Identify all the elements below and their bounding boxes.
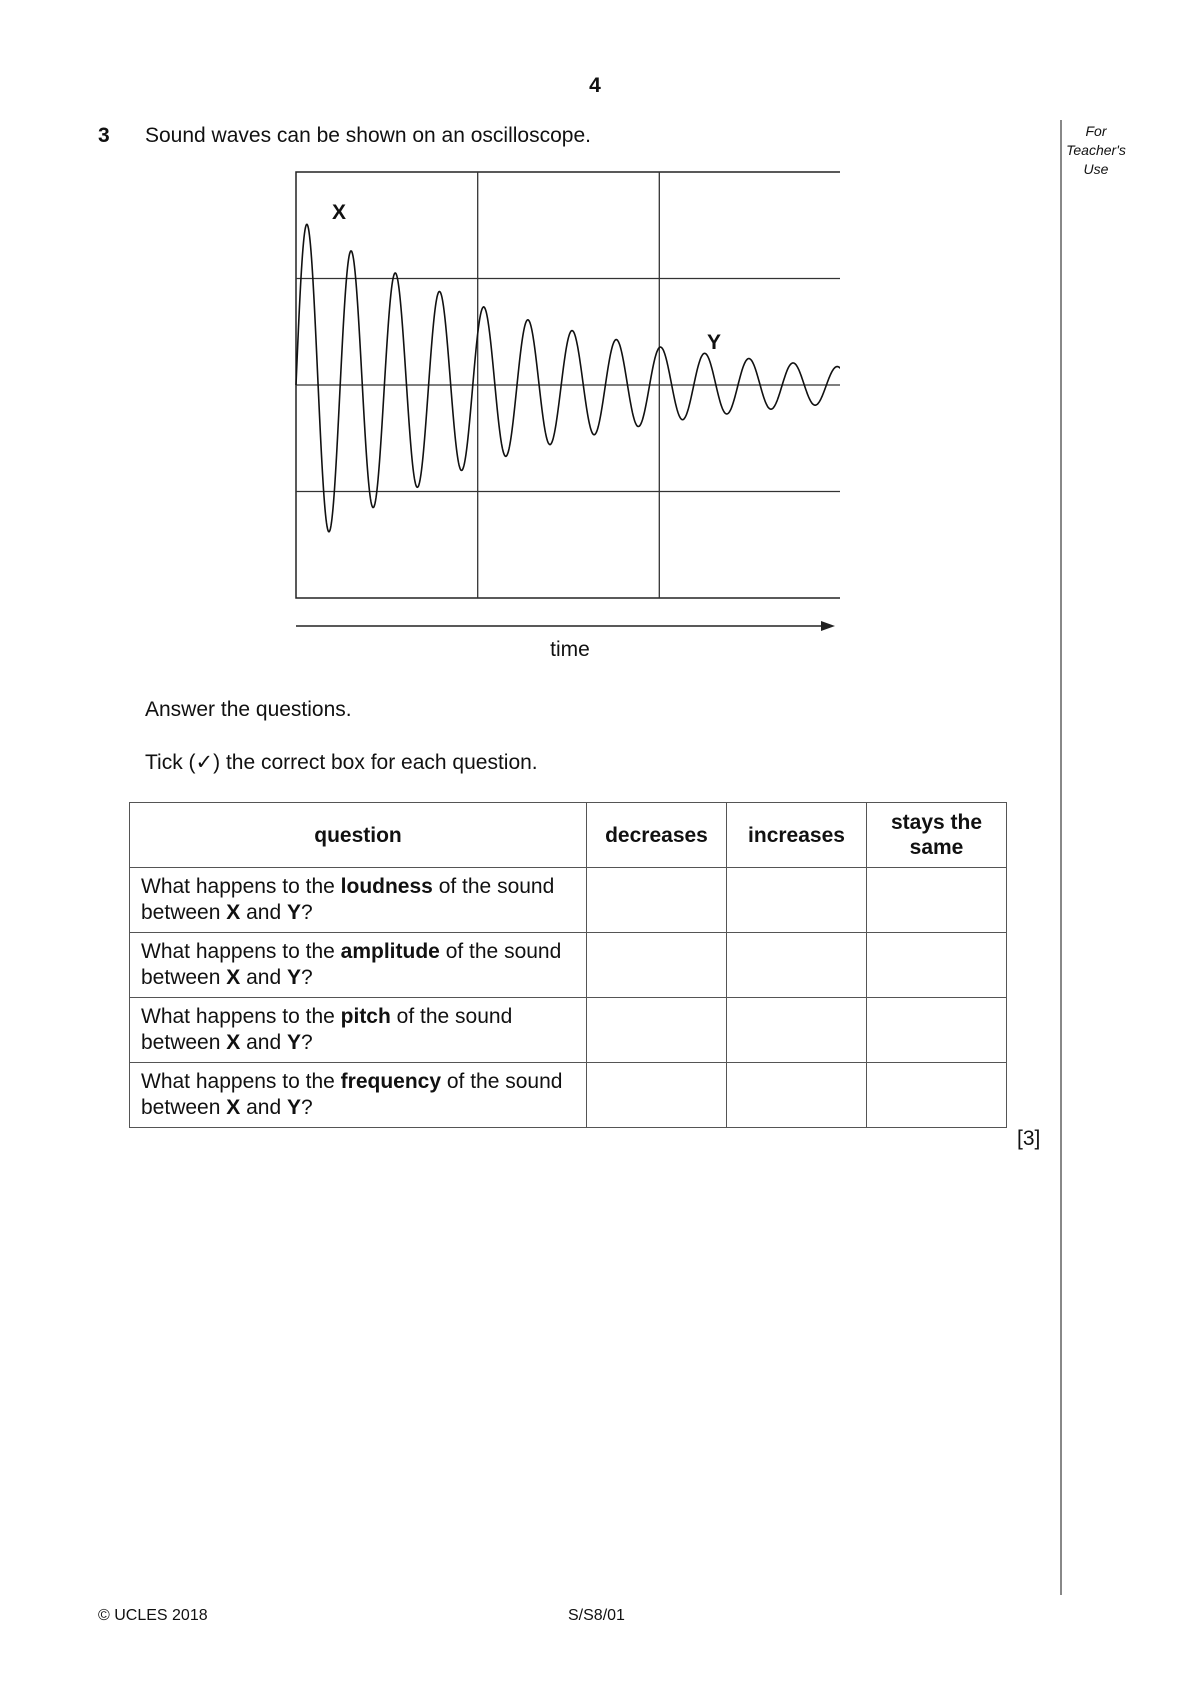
header-stays-line-1: stays the xyxy=(890,811,983,834)
tick-box-frequency-stays-the-same[interactable] xyxy=(867,1063,1007,1128)
teacher-use-label xyxy=(1058,122,1134,179)
time-axis-arrow xyxy=(296,621,835,631)
tick-box-loudness-stays-the-same[interactable] xyxy=(867,868,1007,933)
question-number: 3 xyxy=(98,124,110,147)
label-x: X xyxy=(332,201,347,224)
question-cell-loudness: What happens to the loudness of the sound between X and Y? xyxy=(130,868,587,933)
tick-box-frequency-increases[interactable] xyxy=(727,1063,867,1128)
page-number: 4 xyxy=(589,74,601,97)
answer-table xyxy=(129,802,1007,1128)
teacher-use-line-3: Use xyxy=(1083,161,1109,177)
table-row xyxy=(130,998,1007,1063)
tick-box-amplitude-increases[interactable] xyxy=(727,933,867,998)
tick-box-amplitude-decreases[interactable] xyxy=(587,933,727,998)
teacher-use-line-2: Teacher's xyxy=(1066,142,1126,158)
tick-box-pitch-increases[interactable] xyxy=(727,998,867,1063)
tick-box-pitch-stays-the-same[interactable] xyxy=(867,998,1007,1063)
question-stem: Sound waves can be shown on an oscilloscope. xyxy=(145,124,591,147)
question-cell-amplitude: What happens to the amplitude of the sound between X and Y? xyxy=(130,933,587,998)
header-increases: increases xyxy=(727,803,867,868)
table-row xyxy=(130,1063,1007,1128)
footer-paper-code: S/S8/01 xyxy=(568,1607,625,1624)
question-cell-pitch: What happens to the pitch of the sound between X and Y? xyxy=(130,998,587,1063)
instruction-tick: Tick (✓) the correct box for each question. xyxy=(145,751,538,774)
header-stays-the-same xyxy=(867,803,1007,868)
header-question: question xyxy=(130,803,587,868)
table-row xyxy=(130,933,1007,998)
sound-wave-trace xyxy=(296,224,840,531)
tick-box-pitch-decreases[interactable] xyxy=(587,998,727,1063)
label-y: Y xyxy=(707,331,722,354)
time-axis-label: time xyxy=(550,638,590,661)
oscilloscope-diagram xyxy=(280,160,840,640)
marks-available: [3] xyxy=(1017,1127,1041,1150)
tick-box-loudness-increases[interactable] xyxy=(727,868,867,933)
question-cell-frequency: What happens to the frequency of the sound between X and Y? xyxy=(130,1063,587,1128)
tick-box-loudness-decreases[interactable] xyxy=(587,868,727,933)
header-decreases: decreases xyxy=(587,803,727,868)
teacher-margin-line xyxy=(1060,120,1062,1595)
tick-box-frequency-decreases[interactable] xyxy=(587,1063,727,1128)
teacher-use-line-1: For xyxy=(1085,123,1107,139)
tick-box-amplitude-stays-the-same[interactable] xyxy=(867,933,1007,998)
footer-copyright: © UCLES 2018 xyxy=(98,1607,208,1624)
table-header-row xyxy=(130,803,1007,868)
header-stays-line-2: same xyxy=(909,836,964,859)
oscilloscope-grid xyxy=(296,172,840,598)
table-row xyxy=(130,868,1007,933)
instruction-answer: Answer the questions. xyxy=(145,698,352,721)
